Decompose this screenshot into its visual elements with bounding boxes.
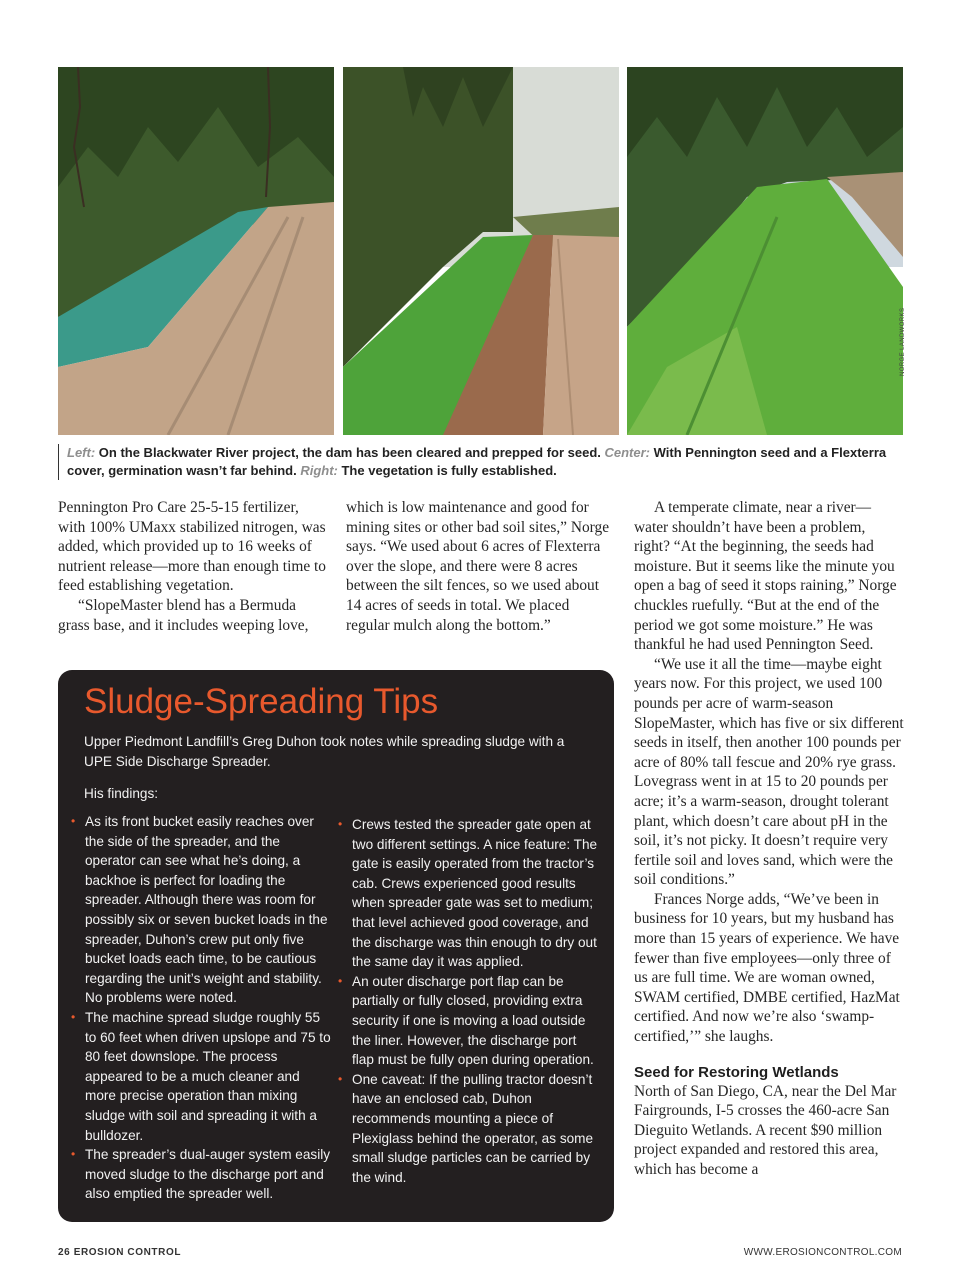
footer-website: WWW.EROSIONCONTROL.COM [743, 1247, 902, 1258]
paragraph: Pennington Pro Care 25-5-15 fertilizer, with 100% UMaxx stabilized nitrogen, was added, which provided up to 16 weeks of nutrient release—more than enough time to feed establishing vegetation. [58, 499, 326, 595]
caption-left-text: On the Blackwater River project, the dam has been cleared and prepped for seed. [95, 445, 605, 460]
established-vegetation-image [627, 67, 903, 435]
list-item: • The spreader’s dual-auger system easily moved sludge to the discharge port and also emptied the spreader well. [71, 1145, 333, 1204]
sidebar-findings-label: His findings: [84, 786, 159, 801]
column-left [58, 498, 330, 635]
paragraph: which is low maintenance and good for mining sites or other bad soil sites,” Norge says. “We used about 6 acres of Flexterra over the slope, and there were 8 acres between the silt fences, so we used about 14 acres of seeds in total. We placed regular mulch along the bottom.” [346, 499, 610, 634]
footer-page-number: 26 EROSION CONTROL [58, 1247, 182, 1258]
findings-list-right [338, 815, 600, 1187]
paragraph: Frances Norge adds, “We’ve been in business for 10 years, but my husband has more than 15 years of experience. We have fewer than five employees—only three of us are full time. We are woman owned, SWAM certified, DMBE certified, HazMat certified. And now we’re also ‘swamp-certified,’” she laughs. [634, 890, 900, 1046]
list-item: • One caveat: If the pulling tractor doesn’t have an enclosed cab, Duhon recommends mounting a piece of Plexiglass behind the operator, as some small sludge particles can be carried by the wind. [338, 1070, 600, 1188]
germination-image [343, 67, 619, 435]
column-middle [346, 498, 616, 635]
caption-center-label: Center: [604, 445, 651, 460]
photo-credit: NORGE LANDWORKS [900, 307, 906, 376]
caption-right-label: Right: [300, 463, 338, 478]
caption-left-label: Left: [67, 445, 96, 460]
list-item: • As its front bucket easily reaches over the side of the spreader, and the operator can see what he’s doing, a backhoe is perfect for loading the spreader. Although there was room for possibly six or seven bucket loads in the spreader, Duhon’s crew put only five bucket loads each time, to be cautious regarding the unit’s weight and stability. No problems were noted. [71, 812, 333, 1008]
sidebar-intro: Upper Piedmont Landfill’s Greg Duhon took notes while spreading sludge with a UPE Side Discharge Spreader. [84, 734, 565, 769]
paragraph: North of San Diego, CA, near the Del Mar Fairgrounds, I-5 crosses the 460-acre San Dieguito Wetlands. A recent $90 million project expanded and restored this area, which has become a [634, 1082, 897, 1178]
list-item: • The machine spread sludge roughly 55 to 60 feet when driven upslope and 75 to 80 feet downslope. The process appeared to be a much cleaner and more precise operation than mixing sludge with soil and spreading it with a bulldozer. [71, 1008, 333, 1145]
caption-center-text: With Pennington seed and a Flexterra cover, germination wasn’t far behind. [67, 445, 887, 478]
cleared-dam-image [58, 67, 334, 435]
column-right [634, 498, 904, 1180]
caption-right-text: The vegetation is fully established. [337, 463, 557, 478]
list-item: • An outer discharge port flap can be partially or fully closed, providing extra security if one is moving a load outside the liner. However, the discharge port flap must be fully open during operation. [338, 972, 600, 1070]
list-item: • Crews tested the spreader gate open at two different settings. A nice feature: The gate is easily operated from the tractor’s cab. Crews experienced good results when spreader gate was set to medium; that level achieved good coverage, and the discharge was thin enough to dry out the same day it was applied. [338, 815, 600, 972]
paragraph: “We use it all the time—maybe eight years now. For this project, we used 100 pounds per acre of warm-season SlopeMaster, which has five or six different seeds in itself, then another 100 pounds per acre of 80% tall fescue and 20% rye grass. Lovegrass went in at 15 to 20 pounds per acre; it’s a warm-season, drought tolerant plant, which doesn’t care about pH in the soil, it’s not picky. It doesn’t require very fertile soil and loves sand, which were the soil conditions.” [634, 655, 904, 889]
paragraph: “SlopeMaster blend has a Bermuda grass base, and it includes weeping love, [58, 596, 309, 634]
sludge-tips-sidebar [58, 670, 614, 1222]
findings-list-left [71, 812, 333, 1204]
photo-right-established [627, 67, 903, 435]
photo-caption [58, 444, 897, 480]
photo-center-germination [343, 67, 619, 435]
sidebar-title: Sludge-Spreading Tips [84, 682, 439, 721]
section-heading: Seed for Restoring Wetlands [634, 1063, 839, 1081]
photo-left-cleared-dam [58, 67, 334, 435]
paragraph: A temperate climate, near a river—water shouldn’t have been a problem, right? “At the beginning, the seeds had moisture. But it seems like the minute you open a bag of seed it stops raining,” Norge chuckles ruefully. “But at the end of the period we got some moisture.” He was thankful he had used Pennington Seed. [634, 499, 897, 654]
